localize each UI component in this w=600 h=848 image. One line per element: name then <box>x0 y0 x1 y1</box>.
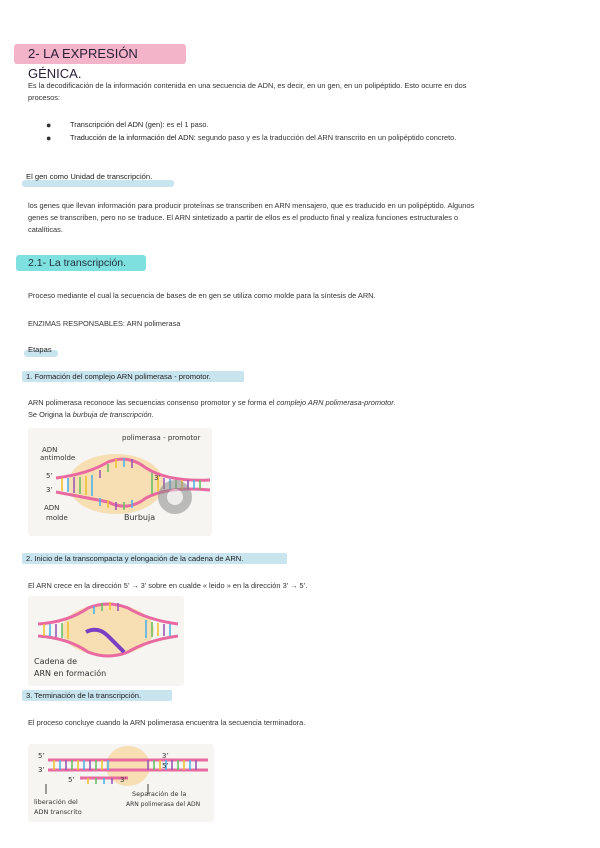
label-5-prime-right: 5’ <box>162 762 169 770</box>
bullet-item-2 <box>46 132 590 144</box>
step-1-line-1-italic: complejo ARN polimerasa-promotor. <box>276 398 396 407</box>
label-adn-transcrito: ADN transcrito <box>34 808 82 816</box>
gen-paragraph <box>28 200 588 236</box>
figure-2-drawing <box>28 596 184 686</box>
intro-paragraph <box>28 80 583 104</box>
label-separacion: Separación de la <box>132 790 187 798</box>
label-3-prime-top: 3’ <box>38 766 45 774</box>
section-heading-expresion-genica: 2- LA EXPRESIÓN GÉNICA. <box>14 44 186 64</box>
step-1-line-1: ARN polimerasa reconoce las secuencias consenso promotor y se forma el <box>28 398 277 407</box>
intro-line-1: Es la decodificación de la información contenida en una secuencia de ADN, es decir, en un gen, en un polipéptido. Esto ocurre en dos <box>28 81 467 90</box>
definition-text: Proceso mediante el cual la secuencia de bases de en gen se utiliza como molde para la síntesis de ARN. <box>28 291 376 300</box>
step-1-title: 1. Formación del complejo ARN polimerasa - promotor. <box>22 371 244 382</box>
figure-3-drawing <box>28 744 214 822</box>
bullet-term: Traducción de la información del ADN: <box>70 133 196 142</box>
label-5-prime: 5’ <box>46 472 53 480</box>
gen-paragraph-line-1: los genes que llevan información para producir proteínas se transcriben en ARN mensajero, que es traducido en un polipéptido. Algunos <box>28 201 475 210</box>
figure-termination <box>28 744 214 822</box>
figure-rna-elongation <box>28 596 184 686</box>
label-polimerasa-promotor: polimerasa - promotor <box>122 434 201 442</box>
label-cadena-de: Cadena de <box>34 657 78 666</box>
label-3-prime-right: 3’ <box>154 474 161 482</box>
intro-line-2: procesos: <box>28 93 61 102</box>
enzymes-text: ENZIMAS RESPONSABLES: ARN polimerasa <box>28 319 181 328</box>
step-3-title: 3. Terminación de la transcripción. <box>22 690 172 701</box>
label-liberacion: liberación del <box>34 798 78 806</box>
step-3-text: El proceso concluye cuando la ARN polimerasa encuentra la secuencia terminadora. <box>28 718 306 727</box>
step-2-title: 2. Inicio de la transcompacta y elongación de la cadena de ARN. <box>22 553 287 564</box>
etapas-label: Etapas <box>28 345 52 354</box>
label-molde: molde <box>46 514 68 522</box>
step-2-text: El ARN crece en la dirección 5’ → 3’ sobre en cualde « leido » en la dirección 3’ → 5’. <box>28 581 308 590</box>
bullet-dot-icon: ● <box>46 133 52 143</box>
label-arn-en-formacion: ARN en formación <box>34 669 107 678</box>
gen-paragraph-line-3: catalíticas. <box>28 225 63 234</box>
bullet-item-1 <box>46 119 570 131</box>
label-5-prime-top: 5’ <box>38 752 45 760</box>
label-adn-molde: ADN <box>44 504 60 512</box>
step-1-line-2-italic: burbuja de transcripción. <box>72 410 154 419</box>
label-adn-antimolde: ADN <box>42 446 58 454</box>
label-3-prime-rna: 3’ <box>120 776 127 784</box>
step-1-text <box>28 397 588 421</box>
bullet-text: segundo paso y es la traducción del ARN transcrito en un polipéptido concreto. <box>195 133 457 142</box>
bullet-term: Transcripción del ADN (gen): <box>70 120 165 129</box>
bullet-dot-icon: ● <box>46 120 52 130</box>
subheading-highlight <box>22 180 174 187</box>
bullet-text: es el 1 paso. <box>164 120 209 129</box>
label-arn-polimerasa-adn: ARN polimerasa del ADN <box>126 801 201 808</box>
label-5-prime-rna: 5’ <box>68 776 75 784</box>
media-control-icon[interactable] <box>158 480 192 514</box>
label-burbuja: Burbuja <box>124 513 156 522</box>
label-3-prime: 3’ <box>46 486 53 494</box>
gen-paragraph-line-2: genes se transcriben, pero no se traduce. El ARN sintetizado a partir de ellos es el producto final y realiza funciones estructurales o <box>28 213 459 222</box>
subheading-gen-unidad: El gen como Unidad de transcripción. <box>26 172 153 181</box>
media-control-inner-icon <box>167 489 183 505</box>
section-heading-transcripcion: 2.1- La transcripción. <box>16 255 146 271</box>
step-1-line-2: Se Origina la <box>28 410 73 419</box>
label-3-prime-right: 3’ <box>162 752 169 760</box>
label-antimolde: antimolde <box>40 454 76 462</box>
